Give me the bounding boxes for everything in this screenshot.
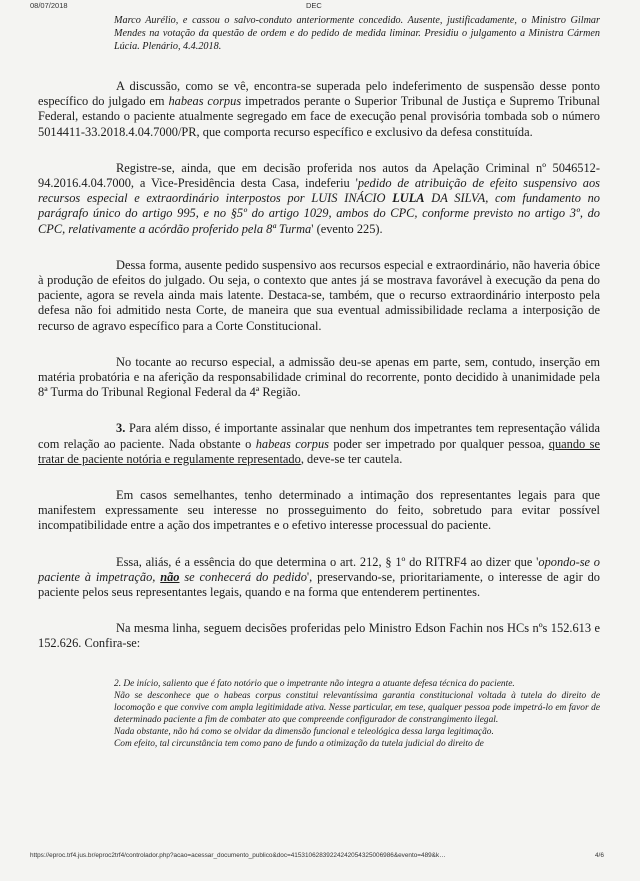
paragraph-7	[38, 555, 600, 601]
blockquote-line: Com efeito, tal circunstância tem como pano de fundo a otimização da tutela judicial do direito de	[114, 739, 484, 750]
print-title: DEC	[306, 1, 322, 10]
paragraph-1	[38, 79, 600, 140]
p5-text-a: Para além disso, é importante assinalar que nenhum dos impetrantes tem representação válida com relação ao paciente. Nada obstante o	[38, 421, 600, 451]
print-footer	[0, 852, 640, 866]
p7-text-e: ', preservando-se, prioritariamente, o interesse de agir do paciente pelos seus representantes legais, quando e na forma que entenderem pertinentes.	[38, 569, 600, 600]
p7-italic-b: opondo-se o paciente à impetração,	[38, 554, 600, 584]
p7-bold-underlined: não	[160, 569, 180, 584]
print-date: 08/07/2018	[30, 1, 68, 10]
blockquote-line: Não se desconhece que o habeas corpus constitui relevantíssima garantia constitucional voltada à tutela do direito de locomoção e que convive com ampla legitimidade ativa. Nesse particular, em tese, qualquer pessoa pode impetrá-lo em favor de determinado paciente a fim de combater ato que compreende configurador de constrangimento ilegal.	[114, 690, 600, 725]
print-header	[0, 0, 640, 12]
section-number: 3.	[116, 421, 126, 436]
p1-text-a: A discussão, como se vê, encontra-se superada pelo indeferimento de suspensão desse ponto específico do julgado em	[38, 79, 600, 109]
p5-text-c: poder ser impetrado por qualquer pessoa,	[328, 436, 549, 451]
p2-italic-b: pedido de atribuição de efeito suspensivo aos recursos especial e extraordinário interpostos por LUIS INÁCIO	[38, 176, 600, 206]
p7-italic-d: se conhecerá do pedido	[179, 569, 307, 584]
p5-underlined: quando se tratar de paciente notória e regulamente representado	[38, 436, 600, 466]
p2-italic-d: DA SILVA, com fundamento no parágrafo único do artigo 995, e no §5º do artigo 1029, ambos do CPC, conforme previsto no artigo 3º, do CPC, relativamente a acórdão proferido pela 8ª Turma	[38, 191, 600, 236]
paragraph-8: Na mesma linha, seguem decisões proferidas pelo Ministro Edson Fachin nos HCs nºs 152.613 e 152.626. Confira-se:	[38, 621, 600, 651]
page-number: 4/6	[595, 852, 604, 859]
quote-top: Marco Aurélio, e cassou o salvo-conduto anteriormente concedido. Ausente, justificadamente, o Ministro Gilmar Mendes na votação da questão de ordem e do pedido de medida liminar. Presidiu o julgamento a Ministra Cármen Lúcia. Plenário, 4.4.2018.	[114, 15, 600, 52]
p2-text-e: ' (evento 225).	[311, 221, 383, 236]
p2-text-a: Registre-se, ainda, que em decisão proferida nos autos da Apelação Criminal nº 5046512-94.2016.4.04.7000, a Vice-Presidência desta Casa, indeferiu '	[38, 160, 600, 191]
p1-text-c: impetrados perante o Superior Tribunal de Justiça e Supremo Tribunal Federal, estando o paciente atualmente segregado em face de execução penal provisória tombada sob o número 5014411-33.2018.4.04.7000/PR, que comporta recurso específico e exclusivo da defesa constituída.	[38, 94, 600, 139]
paragraph-4: No tocante ao recurso especial, a admissão deu-se apenas em parte, sem, contudo, inserção em matéria probatória e na aferição da responsabilidade criminal do recorrente, ponto decidido à unanimidade pela 8ª Turma do Tribunal Regional Federal da 4ª Região.	[38, 354, 600, 400]
paragraph-5	[38, 421, 600, 467]
blockquote	[114, 678, 600, 751]
footer-url: https://eproc.trf4.jus.br/eproc2trf4/controlador.php?acao=acessar_documento_publico&doc=41531062839224242054325006986&evento=489&k…	[30, 852, 446, 859]
p7-text-a: Essa, aliás, é a essência do que determina o art. 212, § 1º do RITRF4 ao dizer que '	[116, 554, 539, 569]
p5-text-e: , deve-se ter cautela.	[300, 451, 403, 466]
document-body	[38, 14, 600, 750]
blockquote-line: 2. De início, saliento que é fato notório que o impetrante não integra a atuante defesa técnica do paciente.	[114, 678, 515, 689]
paragraph-6: Em casos semelhantes, tenho determinado a intimação dos representantes legais para que manifestem expressamente seu interesse no prosseguimento do feito, sobretudo para evitar possível incompatibilidade entre a ação dos impetrantes e o efetivo interesse processual do paciente.	[38, 488, 600, 533]
paragraph-2	[38, 161, 600, 237]
p1-italic: habeas corpus	[168, 94, 242, 109]
blockquote-line: Nada obstante, não há como se olvidar da dimensão funcional e teleológica dessa larga legitimação.	[114, 727, 494, 738]
p2-bold-name: LULA	[392, 191, 425, 206]
p5-italic: habeas corpus	[255, 436, 329, 451]
paragraph-3: Dessa forma, ausente pedido suspensivo aos recursos especial e extraordinário, não haveria óbice à produção de efeitos do julgado. Ou seja, o contexto que antes já se mostrava favorável à execução da pena do paciente, agora se revela ainda mais latente. Destaca-se, também, que o recurso extraordinário interposto pela defesa não foi admitido nesta Corte, de maneira que sua eventual admissibilidade reclama a interposição de recurso de agravo específico para a Corte Constitucional.	[38, 257, 600, 333]
